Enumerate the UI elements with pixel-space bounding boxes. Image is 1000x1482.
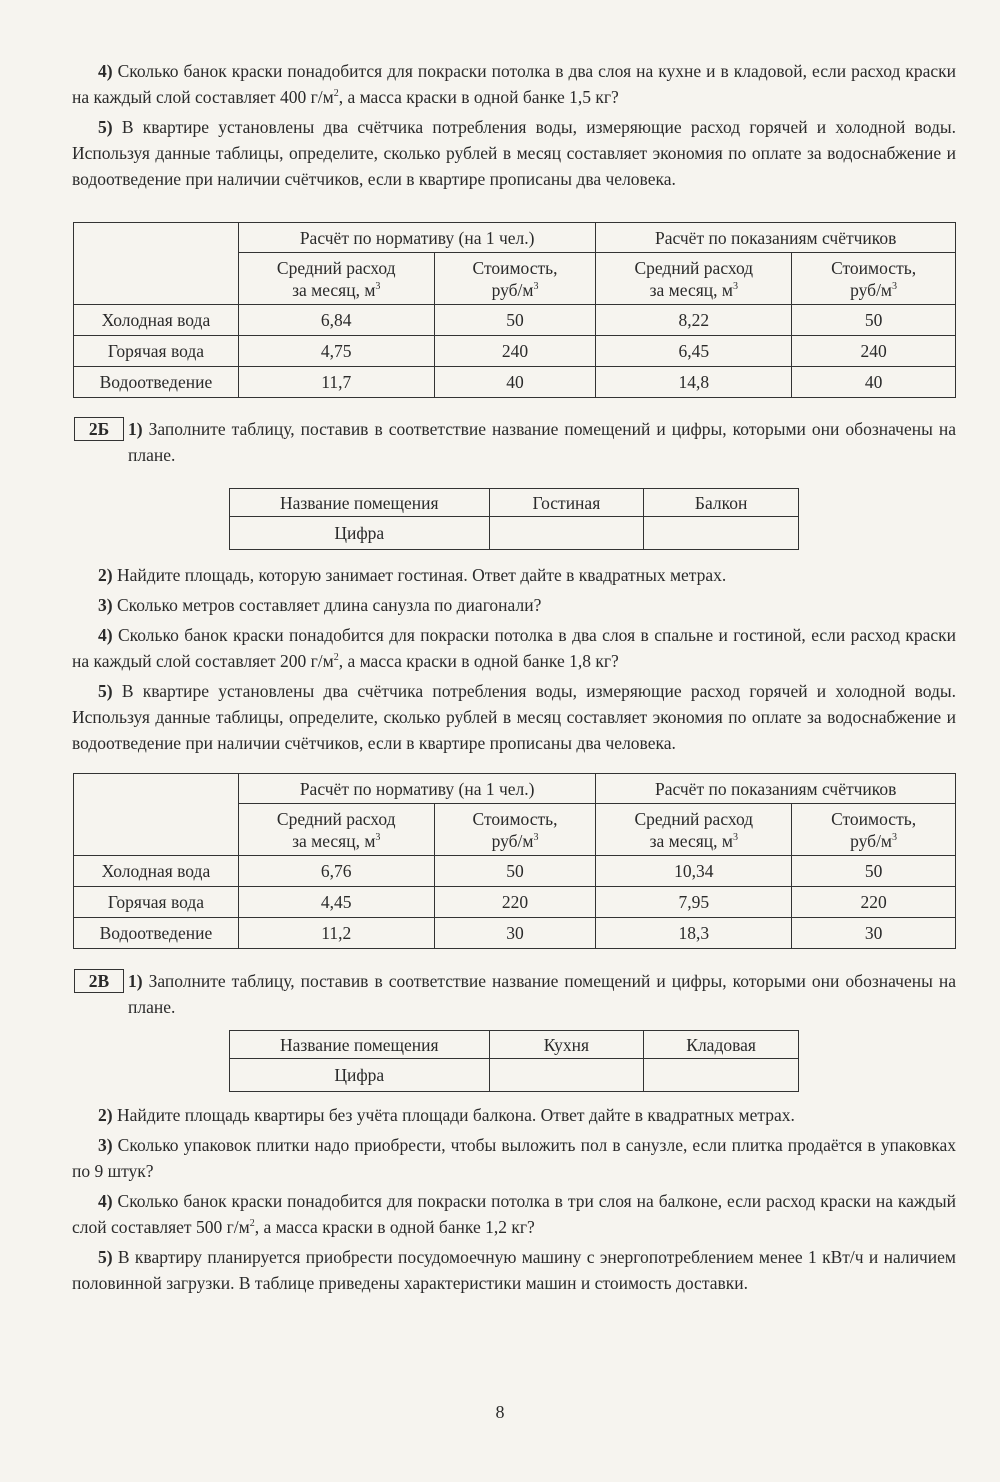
header-cost: Стоимость, руб/$м^3$ [792,804,956,856]
question-5: 5) В квартире установлены два счётчика потребления воды, измеряющие расход горячей и холодной воды. Используя данные таблицы, определите, сколько рублей в месяц составляет экономия по оплате за водоснабжение и водоотведение при наличии счётчиков, если в квартире прописаны два человека. [72,117,957,189]
table-row: Холодная вода 6,76 50 10,34 50 [74,856,956,887]
task-2v-q1: 1) Заполните таблицу, поставив в соответствие название помещений и цифры, которыми они обозначены на плане. [128,971,957,1017]
top-questions [72,58,956,196]
task-label-2b: 2Б [74,417,124,441]
digit-cell [489,517,644,550]
digit-cell [644,517,799,550]
question-3: 3) Сколько упаковок плитки надо приобрести, чтобы выложить пол в санузле, если плитка продаётся в упаковках по 9 штук? [72,1135,956,1181]
digit-cell [489,1059,644,1092]
digit-label: Цифра [230,1059,490,1092]
header-norm: Расчёт по нормативу (на 1 чел.) [238,774,596,804]
table-row: Горячая вода 4,75 240 6,45 240 [74,336,956,367]
question-5: 5) В квартиру планируется приобрести посудомоечную машину с энергопотреблением менее 1 кВт/ч и наличием половинной загрузки. В таблице приведены характеристики машин и стоимость доставки. [72,1247,956,1293]
task-label-2v: 2В [74,969,124,993]
digit-label: Цифра [230,517,490,550]
question-4: 4) Сколько банок краски понадобится для покраски потолка в два слоя на кухне и в кладовой, если расход краски на каждый слой составляет 400 $г/м^2$, а масса краски в одной банке 1,5 кг? [72,61,956,107]
room-header: Название помещения [230,1031,490,1059]
question-2: 2) Найдите площадь, которую занимает гостиная. Ответ дайте в квадратных метрах. [98,565,727,585]
table-row: Холодная вода 6,84 50 8,22 50 [74,305,956,336]
room-name: Кухня [489,1031,644,1059]
question-4: 4) Сколько банок краски понадобится для покраски потолка в три слоя на балконе, если расход краски на каждый слой составляет 500 $г/м^2$, а масса краски в одной банке 1,2 кг? [72,1191,957,1237]
header-norm: Расчёт по нормативу (на 1 чел.) [238,223,596,253]
header-cost: Стоимость, руб/$м^3$ [434,804,596,856]
room-name: Кладовая [644,1031,799,1059]
room-name: Гостиная [489,489,644,517]
header-avg: Средний расход за месяц, $м^3$ [238,804,434,856]
rooms-table-2b [229,488,799,550]
room-header: Название помещения [230,489,490,517]
table-row: Водоотведение 11,7 40 14,8 40 [74,367,956,398]
digit-cell [644,1059,799,1092]
question-5: 5) В квартире установлены два счётчика потребления воды, измеряющие расход горячей и холодной воды. Используя данные таблицы, определите, сколько рублей в месяц составляет экономия по оплате за водоснабжение и водоотведение при наличии счётчиков, если в квартире прописаны два человека. [72,681,957,753]
header-avg: Средний расход за месяц, $м^3$ [238,253,434,305]
task-2v-questions [72,1102,956,1300]
room-name: Балкон [644,489,799,517]
task-2b-questions [72,562,956,760]
question-3: 3) Сколько метров составляет длина санузла по диагонали? [98,595,542,615]
empty-corner [74,223,239,305]
header-cost: Стоимость, руб/$м^3$ [792,253,956,305]
header-avg: Средний расход за месяц, $м^3$ [596,804,792,856]
question-4: 4) Сколько банок краски понадобится для покраски потолка в два слоя в спальне и гостиной, если расход краски на каждый слой составляет 200 $г/м^2$, а масса краски в одной банке 1,8 кг? [72,625,957,671]
table-row: Горячая вода 4,45 220 7,95 220 [74,887,956,918]
header-meter: Расчёт по показаниям счётчиков [596,223,956,253]
rooms-table-2v [229,1030,799,1092]
header-meter: Расчёт по показаниям счётчиков [596,774,956,804]
header-cost: Стоимость, руб/$м^3$ [434,253,596,305]
water-table-2 [73,773,956,949]
header-avg: Средний расход за месяц, $м^3$ [596,253,792,305]
question-2: 2) Найдите площадь квартиры без учёта площади балкона. Ответ дайте в квадратных метрах. [98,1105,795,1125]
empty-corner [74,774,239,856]
table-row: Водоотведение 11,2 30 18,3 30 [74,918,956,949]
water-table-1 [73,222,956,398]
task-2b-q1: 1) Заполните таблицу, поставив в соответствие название помещений и цифры, которыми они обозначены на плане. [128,419,957,465]
page-number: 8 [495,1402,505,1422]
